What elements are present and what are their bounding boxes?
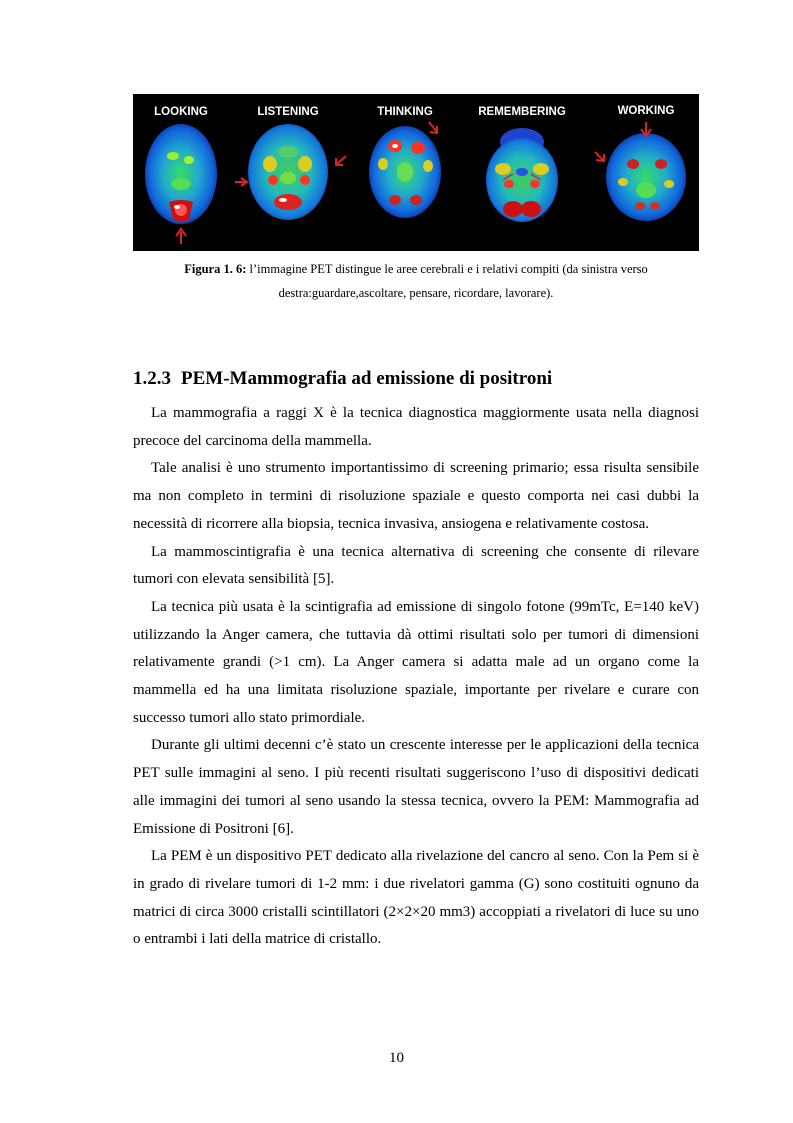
figure-caption — [133, 257, 699, 305]
body-text — [133, 400, 699, 954]
pet-brain-figure — [133, 94, 699, 251]
caption-text: l’immagine PET distingue le aree cerebrali e i relativi compiti (da sinistra verso — [246, 262, 648, 276]
section-heading — [133, 368, 552, 390]
brain-scan-thinking — [369, 122, 441, 218]
paragraph: La mammoscintigrafia è una tecnica alternativa di screening che consente di rilevare tumori con elevata sensibilità [5]. — [133, 543, 699, 588]
label-listening: LISTENING — [257, 106, 319, 118]
caption-line-2: destra:guardare,ascoltare, pensare, ricordare, lavorare). — [278, 286, 554, 300]
paragraph: La mammografia a raggi X è la tecnica diagnostica maggiormente usata nella diagnosi precoce del carcinoma della mammella. — [133, 405, 699, 449]
brain-scan-remembering — [486, 128, 558, 222]
paragraph: La PEM è un dispositivo PET dedicato alla rivelazione del cancro al seno. Con la Pem si è in grado di rivelare tumori di 1-2 mm: i due rivelatori gamma (G) sono costituiti ognuno da matrici di circa 3000 cristalli scintillatori (2×2×20 mm3) accoppiati a rivelatori di luce su uno o entrambi i lati della matrice di cristallo. — [133, 848, 699, 948]
section-title: PEM-Mammografia ad emissione di positroni — [181, 368, 553, 389]
paragraph: La tecnica più usata è la scintigrafia ad emissione di singolo fotone (99mTc, E=140 keV) utilizzando la Anger camera, che tuttavia dà ottimi risultati solo per tumori di dimensioni relativamente grandi (>1 cm). La Anger camera si adatta male ad un organo come la mammella ed ha una limitata risoluzione spaziale, importante per rivelare e curare con successo tumori allo stato primordiale. — [133, 598, 699, 726]
paragraph: Durante gli ultimi decenni c’è stato un crescente interesse per le applicazioni della tecnica PET sulle immagini al seno. I più recenti risultati suggeriscono l’uso di dispositivi dedicati alle immagini dei tumori al seno usando la stessa tecnica, ovvero la PEM: Mammografia ad Emissione di Positroni [6]. — [133, 737, 699, 837]
page-number: 10 — [389, 1050, 404, 1066]
pet-brain-image — [133, 94, 699, 251]
label-working: WORKING — [617, 105, 675, 117]
label-remembering: REMEMBERING — [478, 106, 566, 118]
brain-scan-working — [595, 122, 686, 221]
brain-scan-looking — [145, 124, 217, 244]
brain-scan-listening — [235, 124, 346, 220]
section-number: 1.2.3 — [133, 368, 171, 389]
caption-line-1 — [133, 257, 699, 281]
label-thinking: THINKING — [377, 106, 433, 118]
caption-label: Figura 1. 6: — [184, 262, 247, 276]
paragraph: Tale analisi è uno strumento importantissimo di screening primario; essa risulta sensibile ma non completo in termini di risoluzione spaziale e questo comporta nei casi dubbi la necessità di ricorrere alla biopsia, tecnica invasiva, ansiogena e relativamente costosa. — [133, 460, 699, 532]
label-looking: LOOKING — [154, 106, 208, 118]
